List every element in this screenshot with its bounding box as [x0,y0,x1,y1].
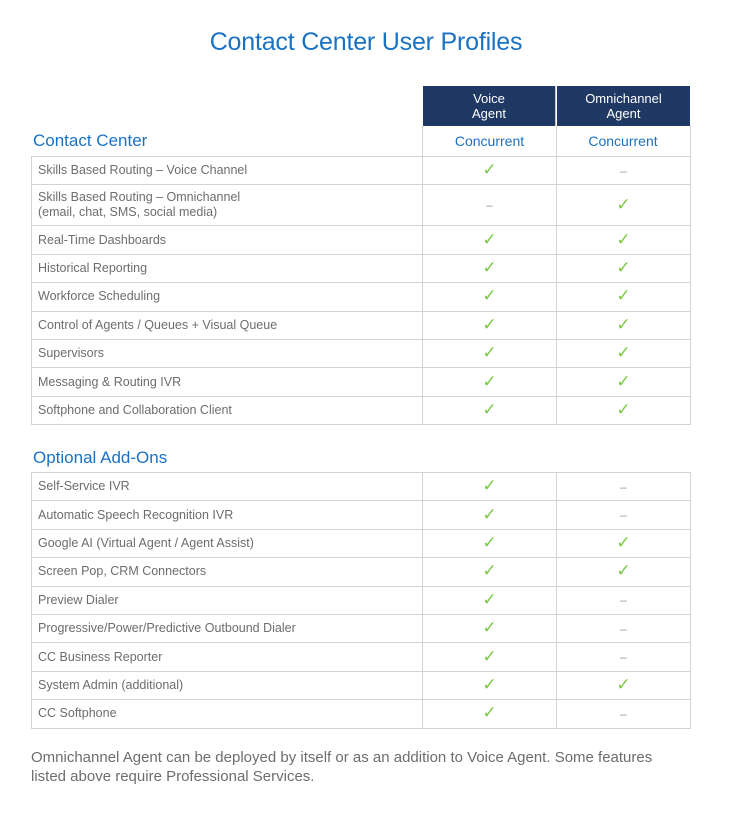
feature-name-cell [32,226,423,254]
feature-name: Supervisors [38,346,104,361]
feature-name-cell [32,396,423,424]
voice-agent-cell [423,643,557,671]
checkmark-icon: ✓ [482,504,497,524]
checkmark-icon: ✓ [482,343,497,363]
column-header-label: Omnichannel [585,91,662,106]
voice-agent-cell [423,586,557,614]
column-header-omnichannel-agent [557,86,690,126]
feature-name: Messaging & Routing IVR [38,374,182,389]
checkmark-icon: ✓ [616,194,631,214]
feature-name: Automatic Speech Recognition IVR [38,507,234,522]
omni-agent-cell [557,226,691,254]
voice-agent-cell [423,283,557,311]
feature-name: Google AI (Virtual Agent / Agent Assist) [38,535,254,550]
voice-agent-cell [423,529,557,557]
column-header-label: Agent [606,106,641,121]
page-title: Contact Center User Profiles [209,28,523,56]
checkmark-icon: ✓ [616,399,631,419]
voice-agent-cell [423,157,557,185]
dash-icon: – [486,198,493,213]
feature-name: Skills Based Routing – Voice Channel [38,163,248,178]
table-row [32,558,691,586]
omni-agent-cell [557,614,691,642]
dash-icon: – [620,706,627,721]
checkmark-icon: ✓ [482,561,497,581]
column-header-voice-agent [423,86,556,126]
voice-agent-cell [423,396,557,424]
omni-agent-cell [557,157,691,185]
checkmark-icon: ✓ [482,314,497,334]
table-row [32,614,691,642]
feature-name-cell [32,473,423,501]
omni-agent-cell [557,501,691,529]
table-row [32,700,691,728]
voice-agent-cell [423,226,557,254]
feature-name-cell [32,558,423,586]
voice-agent-cell [423,473,557,501]
dash-icon: – [620,593,627,608]
omni-agent-cell [557,529,691,557]
feature-name-cell [32,501,423,529]
omni-agent-cell [557,473,691,501]
checkmark-icon: ✓ [616,561,631,581]
omni-agent-cell [557,311,691,339]
checkmark-icon: ✓ [616,371,631,391]
table-row [32,226,691,254]
checkmark-icon: ✓ [482,229,497,249]
checkmark-icon: ✓ [482,703,497,723]
omni-agent-cell [557,368,691,396]
checkmark-icon: ✓ [482,674,497,694]
feature-name: Control of Agents / Queues + Visual Queue [38,317,278,332]
table-row [32,586,691,614]
checkmark-icon: ✓ [482,646,497,666]
table-row [32,396,691,424]
checkmark-icon: ✓ [616,229,631,249]
dash-icon: – [620,650,627,665]
checkmark-icon: ✓ [616,257,631,277]
feature-name-detail: (email, chat, SMS, social media) [38,205,218,220]
checkmark-icon: ✓ [616,314,631,334]
voice-agent-cell [423,339,557,367]
contact-center-feature-table [31,156,691,425]
section-heading-optional-add-ons: Optional Add-Ons [33,448,168,467]
voice-agent-cell [423,185,557,226]
voice-agent-cell [423,501,557,529]
feature-name: CC Softphone [38,706,117,721]
dash-icon: – [620,621,627,636]
feature-name: Real-Time Dashboards [38,232,167,247]
feature-name-cell [32,185,423,226]
dash-icon: – [620,163,627,178]
feature-name-cell [32,586,423,614]
table-row [32,671,691,699]
checkmark-icon: ✓ [482,286,497,306]
voice-agent-cell [423,558,557,586]
feature-name-cell [32,671,423,699]
feature-name: Progressive/Power/Predictive Outbound Dialer [38,621,296,636]
table-row [32,185,691,226]
omni-agent-cell [557,558,691,586]
add-ons-feature-table [31,472,691,729]
column-header-label: Agent [472,106,506,121]
checkmark-icon: ✓ [616,343,631,363]
voice-agent-cell [423,311,557,339]
feature-name: Screen Pop, CRM Connectors [38,564,207,579]
table-row [32,283,691,311]
checkmark-icon: ✓ [482,371,497,391]
feature-name-cell [32,529,423,557]
checkmark-icon: ✓ [482,160,497,180]
feature-name: Workforce Scheduling [38,289,161,304]
feature-name-cell [32,283,423,311]
feature-name-cell [32,339,423,367]
license-type-omni: Concurrent [556,126,691,156]
voice-agent-cell [423,254,557,282]
section-heading-contact-center: Contact Center [33,131,148,150]
checkmark-icon: ✓ [482,589,497,609]
checkmark-icon: ✓ [482,399,497,419]
feature-name: Historical Reporting [38,260,148,275]
feature-name-cell [32,157,423,185]
feature-name: Skills Based Routing – Omnichannel [38,190,241,205]
feature-name: CC Business Reporter [38,649,163,664]
checkmark-icon: ✓ [616,286,631,306]
omni-agent-cell [557,185,691,226]
feature-name-cell [32,614,423,642]
table-row [32,473,691,501]
voice-agent-cell [423,700,557,728]
dash-icon: – [620,479,627,494]
license-type-voice: Concurrent [422,126,557,156]
feature-name-cell [32,368,423,396]
voice-agent-cell [423,614,557,642]
checkmark-icon: ✓ [616,674,631,694]
table-row [32,254,691,282]
omni-agent-cell [557,283,691,311]
omni-agent-cell [557,339,691,367]
checkmark-icon: ✓ [482,476,497,496]
voice-agent-cell [423,671,557,699]
feature-name-cell [32,643,423,671]
table-row [32,529,691,557]
feature-name: Preview Dialer [38,592,119,607]
table-row [32,311,691,339]
feature-name-cell [32,254,423,282]
checkmark-icon: ✓ [482,532,497,552]
table-row [32,157,691,185]
feature-name: Self-Service IVR [38,479,130,494]
feature-name-cell [32,311,423,339]
table-row [32,501,691,529]
omni-agent-cell [557,586,691,614]
omni-agent-cell [557,671,691,699]
footnote: Omnichannel Agent can be deployed by itself or as an addition to Voice Agent. Some features listed above require Professional Services. [31,749,653,785]
dash-icon: – [620,508,627,523]
omni-agent-cell [557,396,691,424]
omni-agent-cell [557,643,691,671]
voice-agent-cell [423,368,557,396]
table-row [32,643,691,671]
feature-name: Softphone and Collaboration Client [38,402,232,417]
checkmark-icon: ✓ [482,618,497,638]
table-row [32,339,691,367]
feature-name: System Admin (additional) [38,677,184,692]
column-header-label: Voice [473,91,505,106]
feature-name-cell [32,700,423,728]
omni-agent-cell [557,700,691,728]
table-row [32,368,691,396]
checkmark-icon: ✓ [482,257,497,277]
checkmark-icon: ✓ [616,532,631,552]
omni-agent-cell [557,254,691,282]
